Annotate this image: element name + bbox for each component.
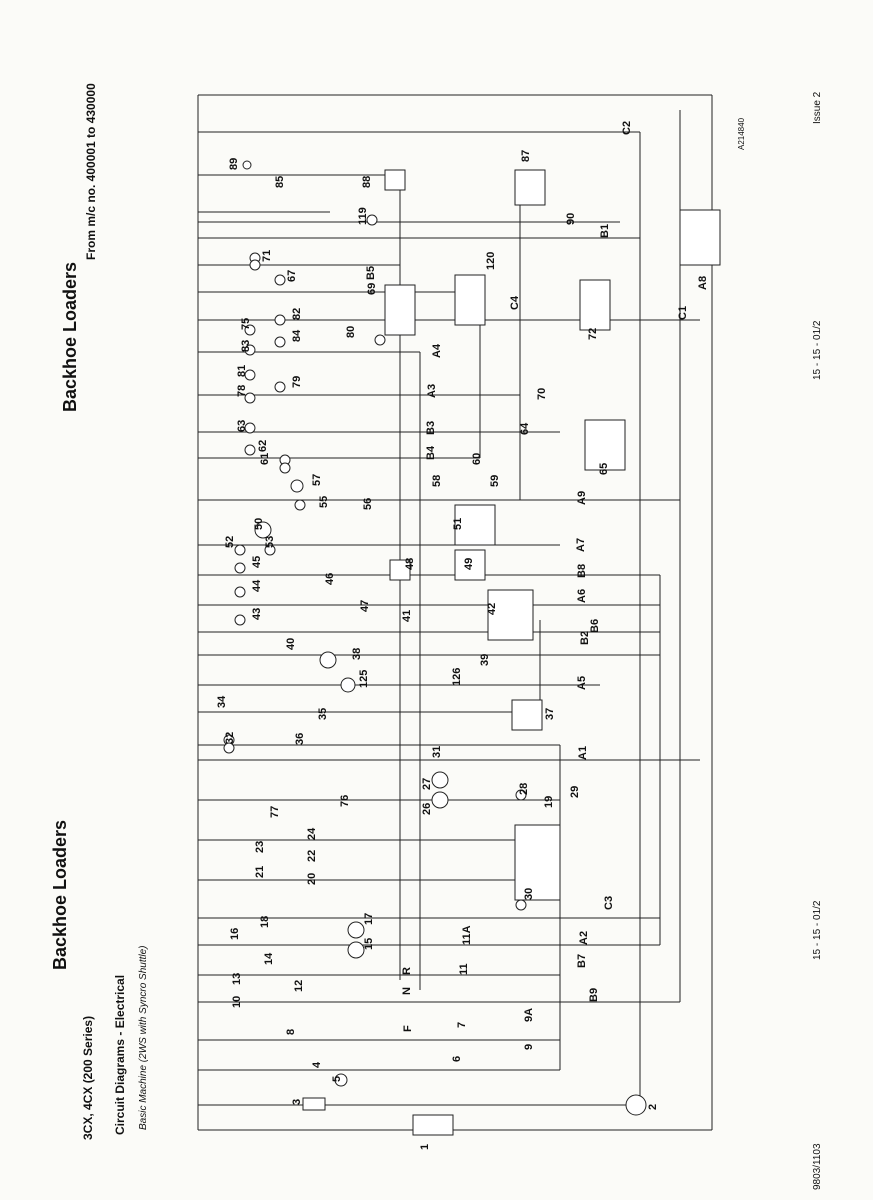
component-label: 11A xyxy=(461,925,473,945)
drawing-number: A214840 xyxy=(737,117,746,150)
component-label: 7 xyxy=(456,1021,468,1028)
component-label: 2 xyxy=(647,1103,659,1110)
fuse-label: C2 xyxy=(621,120,633,135)
component-label: 14 xyxy=(263,952,275,965)
component-label: 70 xyxy=(536,387,548,400)
component-label: 46 xyxy=(324,572,336,585)
fuse-label: B6 xyxy=(589,618,601,633)
component-label: 28 xyxy=(518,782,530,795)
component-label: 12 xyxy=(293,979,305,992)
component-label: 85 xyxy=(274,175,286,188)
component-label: 22 xyxy=(306,849,318,862)
component-label: 13 xyxy=(231,972,243,985)
component-label: 6 xyxy=(451,1055,463,1062)
component-label: 59 xyxy=(489,474,501,487)
component-label: 51 xyxy=(452,517,464,530)
component-label: 55 xyxy=(318,495,330,508)
component-label: 69 xyxy=(366,282,378,295)
component-label: 81 xyxy=(236,364,248,377)
component-label: 89 xyxy=(228,157,240,170)
component-label: N xyxy=(401,987,413,995)
component-label: 9 xyxy=(523,1043,535,1050)
fuse-label: C1 xyxy=(677,305,689,320)
components xyxy=(224,161,720,1135)
component-label: 63 xyxy=(236,419,248,432)
component-label: 9A xyxy=(523,1007,535,1022)
component-label: 49 xyxy=(463,557,475,570)
machine-variant: Basic Machine (2WS with Syncro Shuttle) xyxy=(138,945,149,1130)
serial-range: From m/c no. 400001 to 430000 xyxy=(84,83,98,260)
component-label: 43 xyxy=(251,607,263,620)
page-reference-right: 15 - 15 - 01/2 xyxy=(812,320,823,380)
component-label: 40 xyxy=(285,637,297,650)
component-label: 60 xyxy=(471,452,483,465)
component-label: 34 xyxy=(216,695,228,708)
component-label: 48 xyxy=(404,557,416,570)
component-label: 27 xyxy=(421,777,433,790)
fuse-label: B3 xyxy=(425,420,437,435)
fuse-label: B1 xyxy=(599,223,611,238)
fuse-label: A8 xyxy=(697,275,709,290)
fuse-label: A2 xyxy=(578,930,590,945)
component-label: 15 xyxy=(363,937,375,950)
component-label: 37 xyxy=(544,707,556,720)
component-label: R xyxy=(401,967,413,975)
fuse-label: A9 xyxy=(576,490,588,505)
title-secondary: Backhoe Loaders xyxy=(50,819,70,970)
component-label: 21 xyxy=(254,865,266,878)
component-label: 4 xyxy=(311,1061,323,1068)
fuse-label: B9 xyxy=(588,987,600,1002)
component-label: 35 xyxy=(317,707,329,720)
component-label: 19 xyxy=(543,795,555,808)
component-label: 17 xyxy=(363,912,375,925)
model-list: 3CX, 4CX (200 Series) xyxy=(81,1015,95,1140)
component-label: 78 xyxy=(236,384,248,397)
fuse-label: A1 xyxy=(577,745,589,760)
component-label: 71 xyxy=(261,249,273,262)
component-label: 45 xyxy=(251,555,263,568)
component-label: 30 xyxy=(523,887,535,900)
component-label: 44 xyxy=(251,579,263,592)
component-label: 72 xyxy=(587,327,599,340)
fuse-label: B5 xyxy=(365,265,377,280)
component-label: 75 xyxy=(240,317,252,330)
component-label: 64 xyxy=(519,422,531,435)
component-label: 62 xyxy=(257,439,269,452)
component-label: 90 xyxy=(565,212,577,225)
fuse-label: B7 xyxy=(576,953,588,968)
fuse-label: A5 xyxy=(576,675,588,690)
component-label: 47 xyxy=(359,599,371,612)
component-label: 61 xyxy=(259,452,271,465)
title-main: Backhoe Loaders xyxy=(60,261,80,412)
component-label: 120 xyxy=(485,251,497,270)
component-label: 79 xyxy=(291,375,303,388)
component-label: 56 xyxy=(362,497,374,510)
issue-label: Issue 2 xyxy=(812,91,823,124)
component-label: 39 xyxy=(479,653,491,666)
document-number: 9803/1103 xyxy=(812,1143,823,1190)
component-label: 83 xyxy=(240,339,252,352)
component-label: 26 xyxy=(421,802,433,815)
component-label: 5 xyxy=(331,1075,343,1082)
component-label: 16 xyxy=(229,927,241,940)
component-label: 65 xyxy=(598,462,610,475)
component-label: 1 xyxy=(419,1143,431,1150)
component-label: 23 xyxy=(254,840,266,853)
fuse-label: A3 xyxy=(426,383,438,398)
component-label: 50 xyxy=(253,517,265,530)
component-label: 80 xyxy=(345,325,357,338)
component-label: 119 xyxy=(357,207,369,225)
fuse-label: B8 xyxy=(576,563,588,578)
component-label: 41 xyxy=(401,609,413,622)
bus-lines xyxy=(198,95,712,1130)
component-label: 87 xyxy=(520,149,532,162)
component-label: 84 xyxy=(291,329,303,342)
fuse-label: C4 xyxy=(509,295,521,310)
component-label: 58 xyxy=(431,474,443,487)
component-label: 42 xyxy=(486,602,498,615)
component-label: 29 xyxy=(569,785,581,798)
component-label: 31 xyxy=(431,745,443,758)
section-title: Circuit Diagrams - Electrical xyxy=(113,974,127,1135)
component-label: 82 xyxy=(291,307,303,320)
component-label: 88 xyxy=(361,175,373,188)
component-label: 52 xyxy=(224,535,236,548)
component-label: 8 xyxy=(285,1028,297,1035)
fuse-label: B2 xyxy=(579,630,591,645)
component-label: 77 xyxy=(269,805,281,818)
component-label: 36 xyxy=(294,732,306,745)
component-label: 76 xyxy=(339,794,351,807)
fuse-label: A4 xyxy=(431,343,443,358)
component-label: 18 xyxy=(259,915,271,928)
fuse-label: A6 xyxy=(576,588,588,603)
fuse-label: B4 xyxy=(425,445,437,460)
component-label: 57 xyxy=(311,473,323,486)
component-label: 3 xyxy=(291,1098,303,1105)
fuse-label: A7 xyxy=(575,537,587,552)
page-reference-bottom: 15 - 15 - 01/2 xyxy=(812,900,823,960)
component-label: 32 xyxy=(224,731,236,744)
component-label: 24 xyxy=(306,827,318,840)
component-label: 20 xyxy=(306,872,318,885)
component-label: 125 xyxy=(358,669,370,688)
component-label: 11 xyxy=(458,963,470,975)
component-label: 10 xyxy=(231,995,243,1008)
component-label: 67 xyxy=(286,269,298,282)
component-label: 38 xyxy=(351,647,363,660)
component-label: F xyxy=(402,1025,414,1032)
component-label: 53 xyxy=(264,535,276,548)
component-label: 126 xyxy=(451,667,463,686)
fuse-label: C3 xyxy=(603,895,615,910)
